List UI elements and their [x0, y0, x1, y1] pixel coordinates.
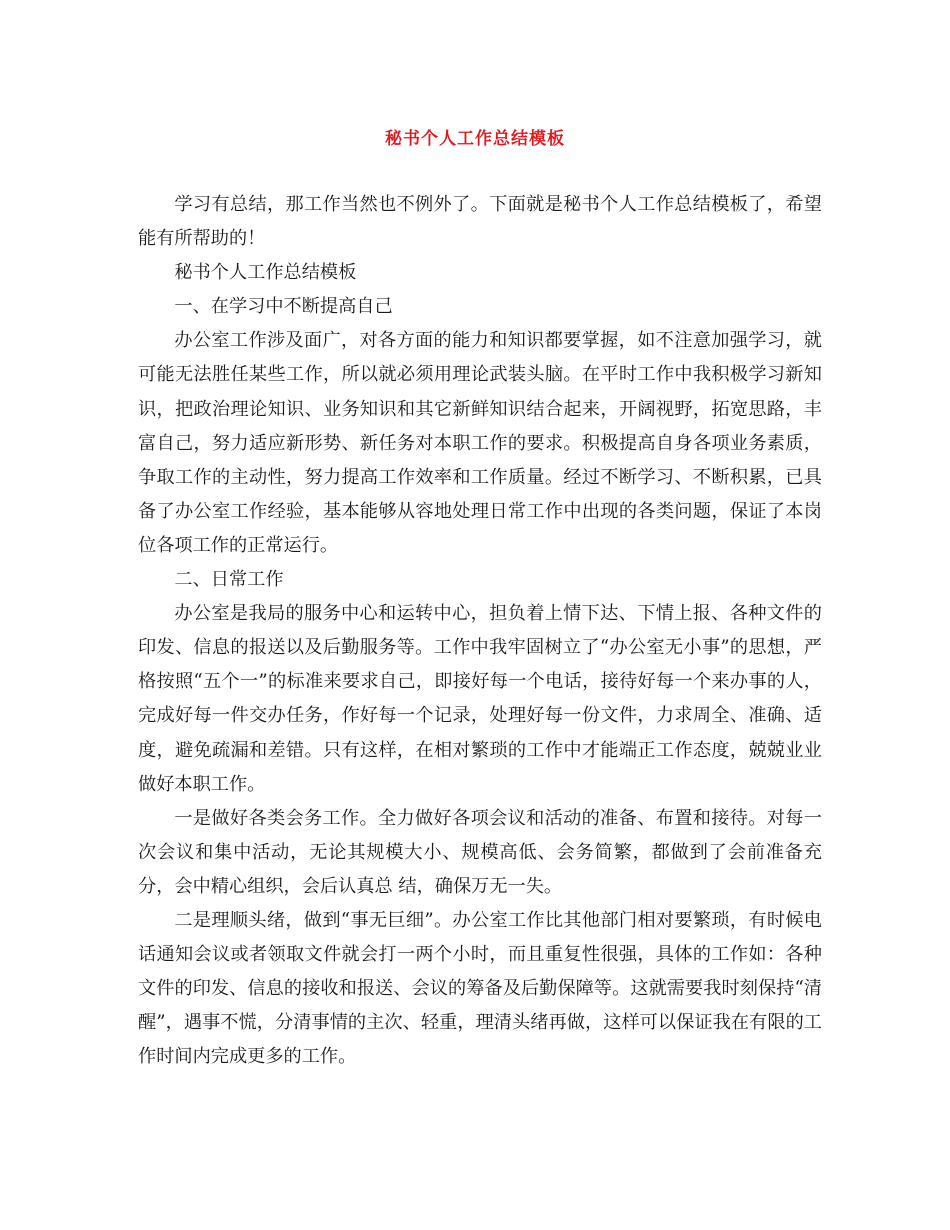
paragraph-organize: 二是理顺头绪，做到“事无巨细”。办公室工作比其他部门相对要繁琐，有时候电话通知会议或者领取文件就会打一两个小时，而且重复性很强，具体的工作如：各种文件的印发、信息的接收和报送、会议的筹备及后勤保障等。这就需要我时刻保持“清醒”，遇事不慌，分清事情的主次、轻重，理清头绪再做，这样可以保证我在有限的工作时间内完成更多的工作。	[138, 909, 822, 1068]
document-title: 秘书个人工作总结模板	[385, 129, 565, 149]
paragraph-study: 办公室工作涉及面广，对各方面的能力和知识都要掌握，如不注意加强学习，就可能无法胜任某些工作，所以就必须用理论武装头脑。在平时工作中我积极学习新知识，把政治理论知识、业务知识和其它新鲜知识结合起来，开阔视野，拓宽思路，丰富自己，努力适应新形势、新任务对本职工作的要求。积极提高自身各项业务素质，争取工作的主动性，努力提高工作效率和工作质量。经过不断学习、不断积累，已具备了办公室工作经验，基本能够从容地处理日常工作中出现的各类问题，保证了本岗位各项工作的正常运行。	[138, 330, 822, 556]
paragraph-meetings: 一是做好各类会务工作。全力做好各项会议和活动的准备、布置和接待。对每一次会议和集中活动，无论其规模大小、规模高低、会务简繁，都做到了会前准备充分，会中精心组织，会后认真总 结，确保万无一失。	[138, 807, 822, 897]
paragraph-intro: 学习有总结，那工作当然也不例外了。下面就是秘书个人工作总结模板了，希望能有所帮助的！	[138, 194, 822, 250]
section-heading-daily-work: 二、日常工作	[174, 569, 284, 591]
paragraph-subtitle: 秘书个人工作总结模板	[174, 262, 357, 284]
section-heading-study: 一、在学习中不断提高自己	[174, 296, 393, 318]
paragraph-daily-work: 办公室是我局的服务中心和运转中心，担负着上情下达、下情上报、各种文件的印发、信息的报送以及后勤服务等。工作中我牢固树立了“办公室无小事”的思想，严格按照“五个一”的标准来要求自己，即接好每一个电话，接待好每一个来办事的人，完成好每一件交办任务，作好每一个记录，处理好每一份文件，力求周全、准确、适度，避免疏漏和差错。只有这样，在相对繁琐的工作中才能端正工作态度，兢兢业业做好本职工作。	[138, 603, 822, 795]
document-body	[138, 188, 822, 1074]
